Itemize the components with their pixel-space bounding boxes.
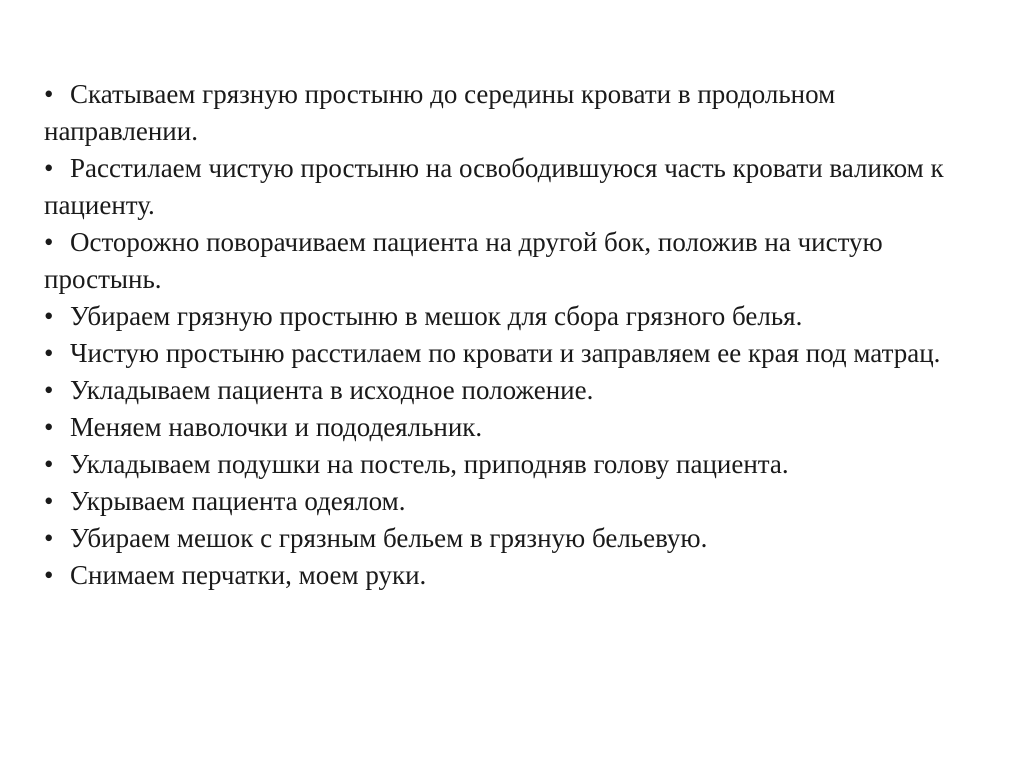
bullet-icon: • <box>44 486 54 516</box>
list-item <box>44 335 994 372</box>
bullet-icon: • <box>44 338 54 368</box>
list-item-text: Осторожно поворачиваем пациента на другой бок, положив на чистую простынь. <box>44 227 883 294</box>
list-item-text: Укладываем пациента в исходное положение. <box>70 375 594 405</box>
bullet-icon: • <box>44 227 54 257</box>
list-item <box>44 224 994 298</box>
list-item <box>44 409 994 446</box>
list-item-text: Снимаем перчатки, моем руки. <box>70 560 427 590</box>
bullet-icon: • <box>44 375 54 405</box>
list-item-text: Убираем мешок с грязным бельем в грязную бельевую. <box>70 523 708 553</box>
list-item <box>44 150 994 224</box>
instruction-list <box>44 76 994 594</box>
list-item-text: Скатываем грязную простыню до середины кровати в продольном направлении. <box>44 79 836 146</box>
bullet-icon: • <box>44 560 54 590</box>
list-item-text: Укладываем подушки на постель, приподняв голову пациента. <box>70 449 789 479</box>
bullet-icon: • <box>44 153 54 183</box>
list-item <box>44 76 994 150</box>
list-item-text: Меняем наволочки и пододеяльник. <box>70 412 483 442</box>
bullet-icon: • <box>44 523 54 553</box>
list-item <box>44 520 994 557</box>
list-item-text: Убираем грязную простыню в мешок для сбора грязного белья. <box>70 301 803 331</box>
list-item-text: Чистую простыню расстилаем по кровати и заправляем ее края под матрац. <box>70 338 941 368</box>
list-item <box>44 298 994 335</box>
list-item-text: Укрываем пациента одеялом. <box>70 486 406 516</box>
list-item <box>44 557 994 594</box>
bullet-icon: • <box>44 79 54 109</box>
list-item <box>44 372 994 409</box>
list-item <box>44 446 994 483</box>
bullet-icon: • <box>44 301 54 331</box>
bullet-icon: • <box>44 449 54 479</box>
bullet-icon: • <box>44 412 54 442</box>
list-item-text: Расстилаем чистую простыню на освободившуюся часть кровати валиком к пациенту. <box>44 153 944 220</box>
list-item <box>44 483 994 520</box>
